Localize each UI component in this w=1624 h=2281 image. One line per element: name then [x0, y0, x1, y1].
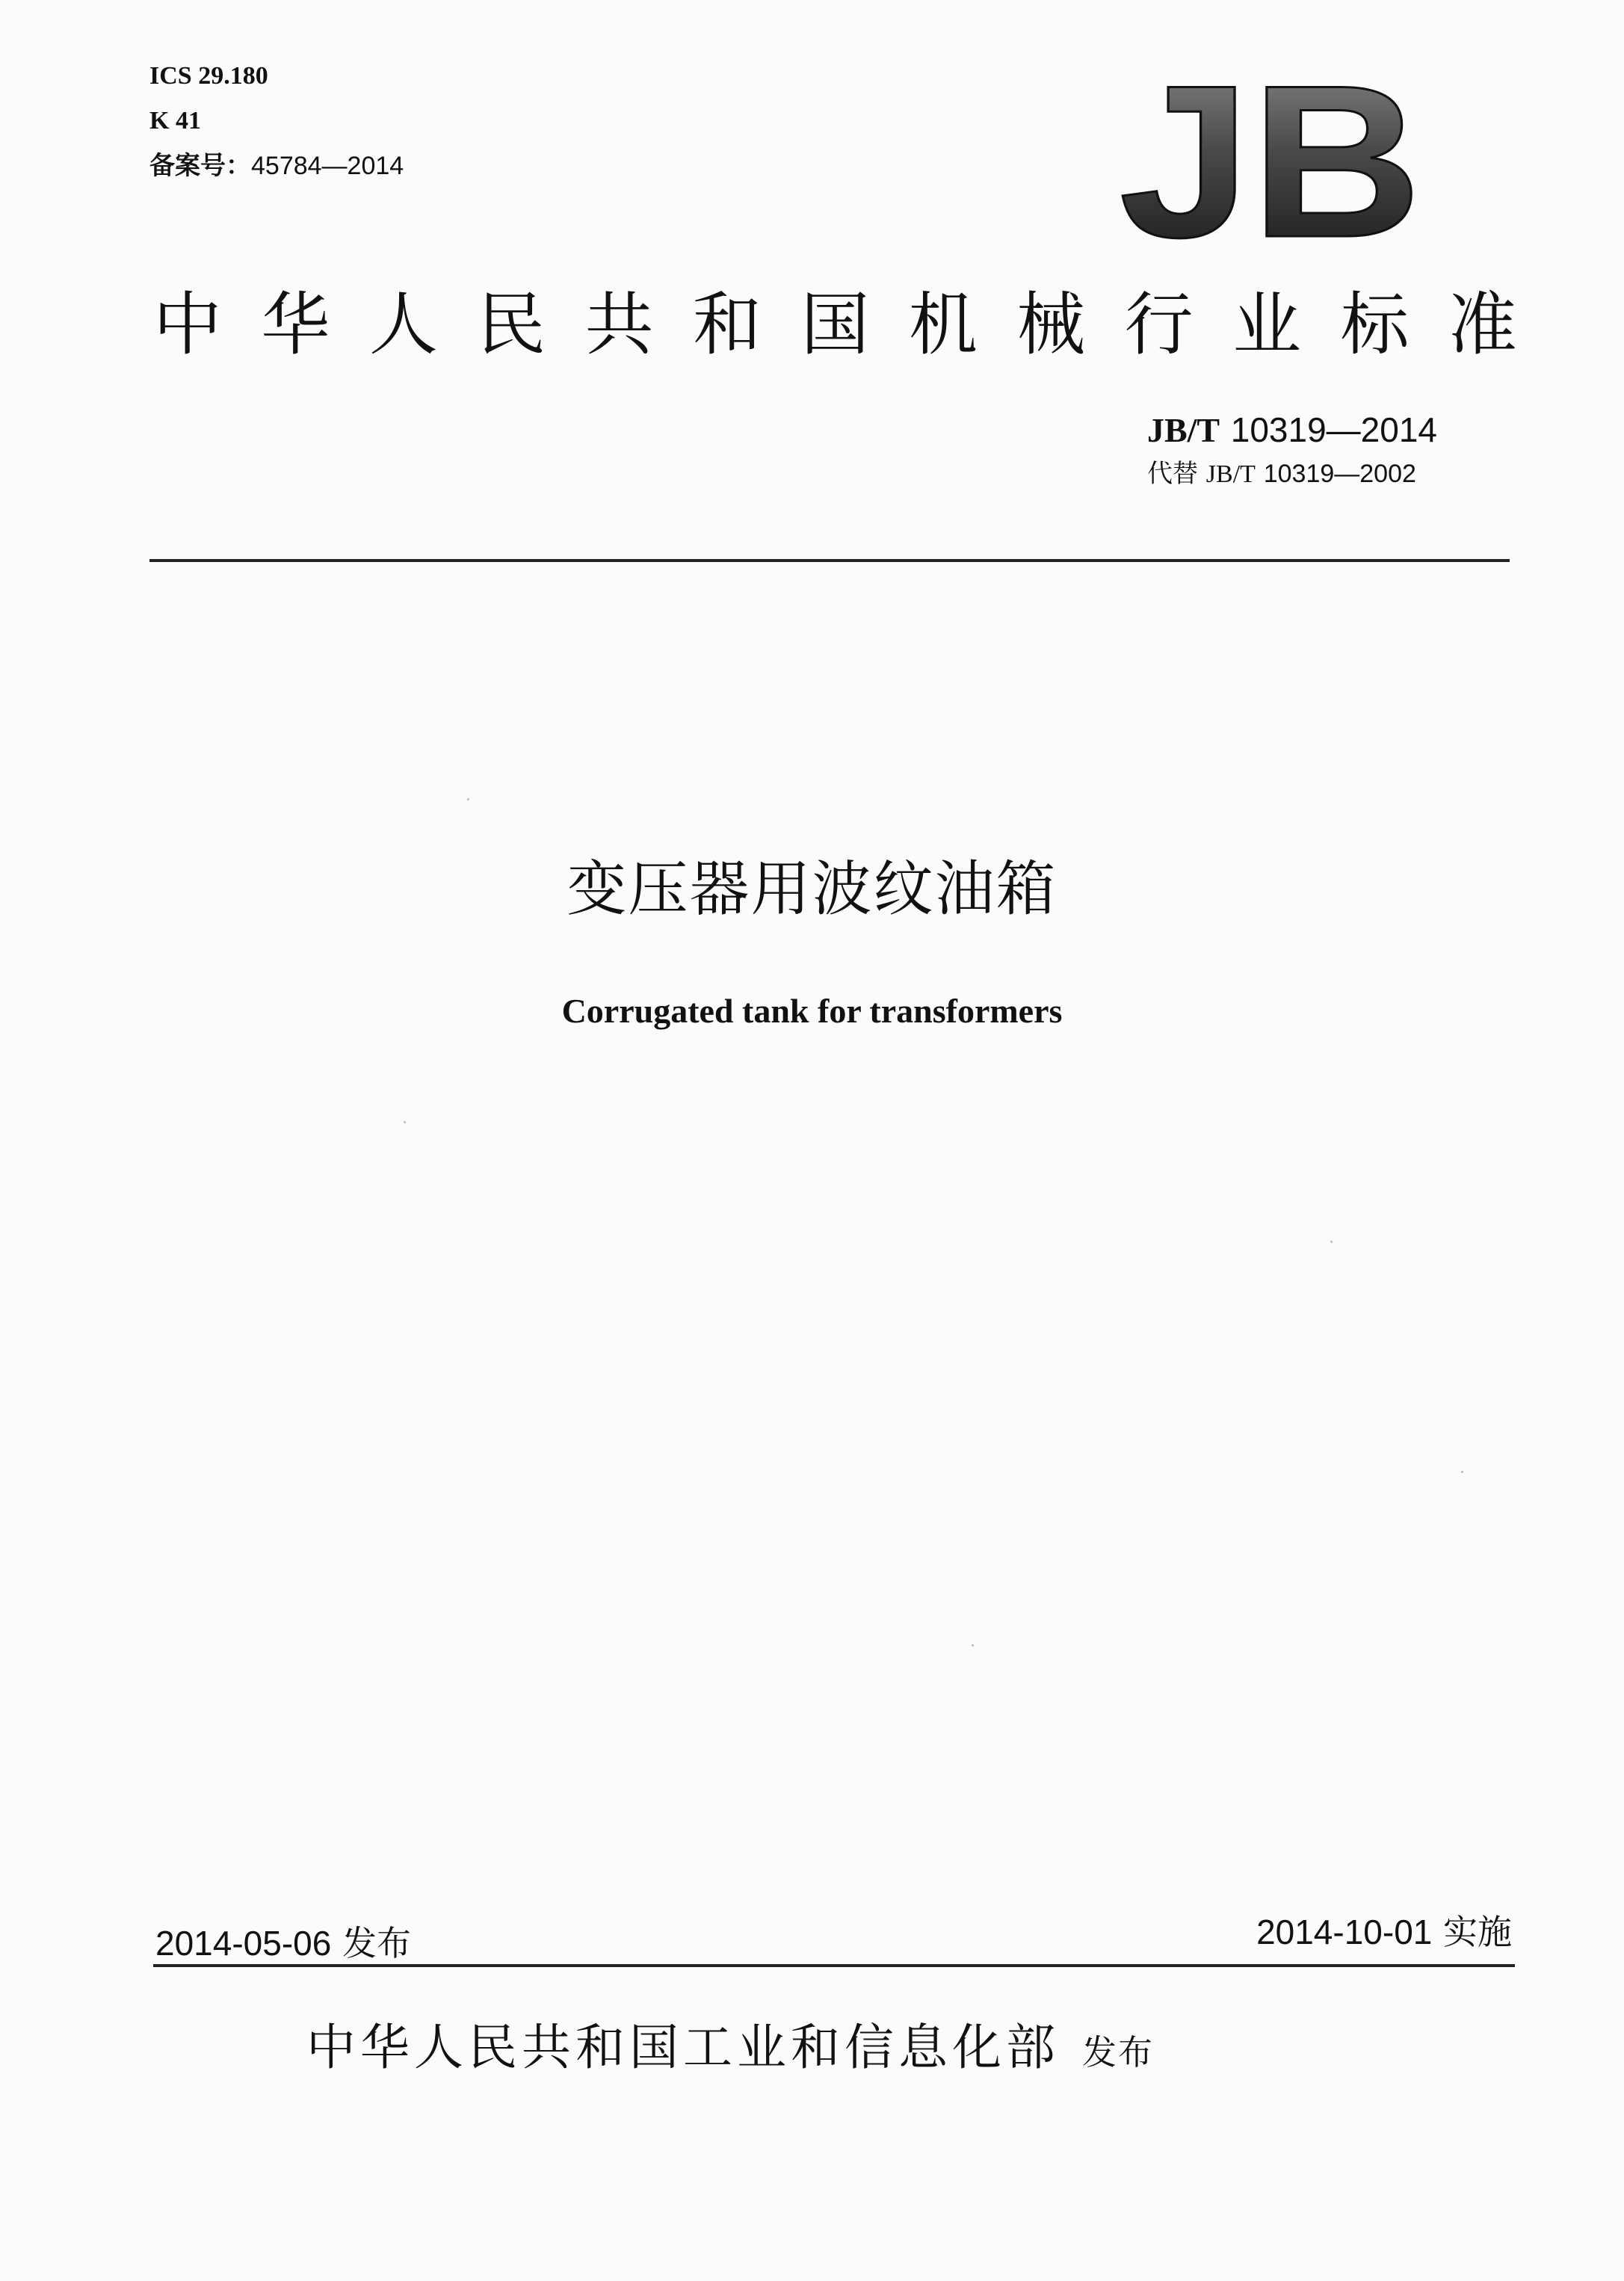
document-metadata: [149, 54, 404, 188]
code-prefix: JB/T: [1146, 411, 1220, 449]
title-char: 人: [368, 285, 438, 365]
ics-code: ICS 29.180: [149, 62, 268, 90]
publisher: [306, 2010, 1154, 2090]
filing-number: 45784—2014: [251, 152, 404, 180]
issue-date-label: 发布: [342, 1923, 411, 1963]
title-char: 业: [1232, 285, 1302, 365]
filing-label: 备案号：: [149, 152, 251, 180]
scan-speck: [972, 1644, 974, 1646]
issue-date: [155, 1917, 411, 1969]
code-number: 10319—2014: [1230, 410, 1437, 449]
publisher-name: 中华人民共和国工业和信息化部: [306, 2019, 1060, 2076]
title-char: 和: [693, 285, 762, 365]
implementation-date-label: 实施: [1443, 1912, 1512, 1952]
standard-code: [1147, 407, 1437, 453]
jb-logo: [1114, 81, 1427, 245]
title-char: 民: [477, 285, 546, 365]
publisher-suffix: 发布: [1082, 2032, 1154, 2072]
title-char: 标: [1340, 285, 1410, 365]
title-char: 共: [584, 285, 654, 365]
replaces-code: [1147, 453, 1437, 496]
scan-speck: [1461, 1471, 1463, 1473]
standard-code-block: [1147, 407, 1437, 496]
title-char: 械: [1016, 285, 1086, 365]
issue-date-value: 2014-05-06: [155, 1924, 332, 1963]
scan-speck: [404, 1121, 406, 1123]
title-char: 国: [800, 285, 870, 365]
implementation-date-value: 2014-10-01: [1256, 1913, 1433, 1951]
scan-speck: [1330, 1241, 1333, 1243]
implementation-date: [1256, 1906, 1512, 1958]
standard-category-title: [153, 284, 1517, 366]
filing-number-row: [149, 143, 404, 188]
document-title-en: Corrugated tank for transformers: [561, 992, 1063, 1030]
title-char: 机: [908, 285, 978, 365]
classification-code: K 41: [149, 107, 201, 135]
header-divider: [149, 559, 1510, 562]
title-char: 中: [153, 285, 223, 365]
replaces-label: 代替: [1146, 459, 1198, 489]
jb-logo-text: JB: [1119, 81, 1422, 245]
title-char: 华: [261, 285, 330, 365]
document-title-cn: 变压器用波纹油箱: [566, 854, 1058, 924]
replaces-number: 10319—2002: [1263, 460, 1416, 488]
title-char: 行: [1124, 285, 1194, 365]
replaces-prefix: JB/T: [1205, 460, 1256, 488]
footer-divider: [153, 1964, 1515, 1967]
scan-speck: [467, 798, 469, 800]
title-char: 准: [1448, 285, 1517, 365]
